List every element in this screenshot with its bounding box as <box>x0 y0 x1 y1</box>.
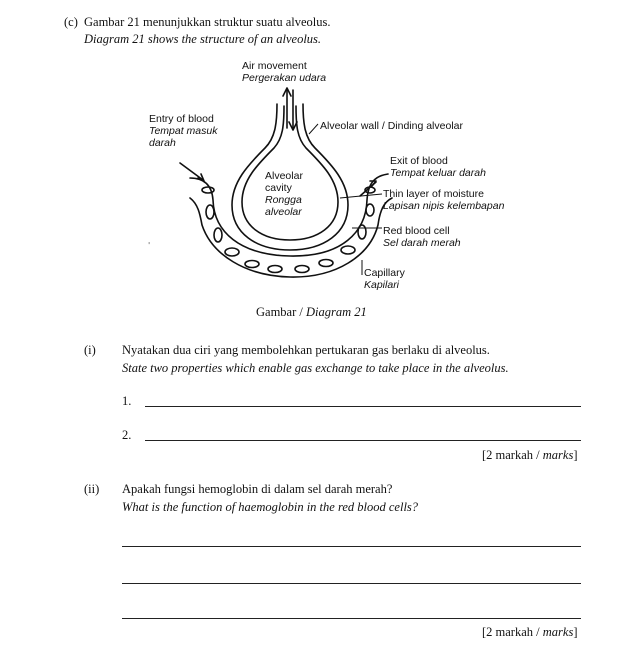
answer-number-2: 2. <box>122 428 132 442</box>
answer-line-4[interactable] <box>122 583 581 584</box>
answer-line-2[interactable] <box>145 440 581 441</box>
answer-line-1[interactable] <box>145 406 581 407</box>
label-air-movement-my: Pergerakan udara <box>242 72 327 84</box>
label-cavity-3: Rongga <box>265 194 302 206</box>
diagram-caption: Gambar / Diagram 21 <box>256 305 367 319</box>
label-capillary: Capillary <box>364 267 405 279</box>
marks-ii: [2 markah / marks] <box>482 625 578 639</box>
question-i-malay: Nyatakan dua ciri yang membolehkan pertukaran gas berlaku di alveolus. <box>122 343 490 357</box>
question-ii-malay: Apakah fungsi hemoglobin di dalam sel darah merah? <box>122 482 393 496</box>
label-cavity-1: Alveolar <box>265 170 303 182</box>
question-label-i: (i) <box>84 343 96 357</box>
label-exit-blood-my: Tempat keluar darah <box>390 167 486 179</box>
label-cavity-4: alveolar <box>265 206 302 218</box>
answer-number-1: 1. <box>122 394 132 408</box>
intro-english: Diagram 21 shows the structure of an alveolus. <box>84 32 322 46</box>
question-ii-english: What is the function of haemoglobin in the red blood cells? <box>122 500 419 514</box>
label-alveolar-wall: Alveolar wall / Dinding alveolar <box>320 120 463 132</box>
label-rbc: Red blood cell <box>383 225 450 237</box>
svg-text:': ' <box>148 241 151 250</box>
label-capillary-my: Kapilari <box>364 279 400 291</box>
question-label-ii: (ii) <box>84 482 100 496</box>
label-entry-blood-my2: darah <box>149 137 176 149</box>
answer-line-5[interactable] <box>122 618 581 619</box>
label-rbc-my: Sel darah merah <box>383 237 461 249</box>
label-moisture: Thin layer of moisture <box>383 188 484 200</box>
answer-line-3[interactable] <box>122 546 581 547</box>
label-air-movement: Air movement <box>242 60 307 72</box>
intro-malay: Gambar 21 menunjukkan struktur suatu alveolus. <box>84 15 331 29</box>
question-i-english: State two properties which enable gas exchange to take place in the alveolus. <box>122 361 509 375</box>
label-entry-blood: Entry of blood <box>149 113 214 125</box>
question-label-c: (c) <box>64 15 78 29</box>
label-entry-blood-my: Tempat masuk <box>149 125 218 137</box>
label-moisture-my: Lapisan nipis kelembapan <box>383 200 505 212</box>
label-cavity-2: cavity <box>265 182 292 194</box>
marks-i: [2 markah / marks] <box>482 448 578 462</box>
label-exit-blood: Exit of blood <box>390 155 448 167</box>
